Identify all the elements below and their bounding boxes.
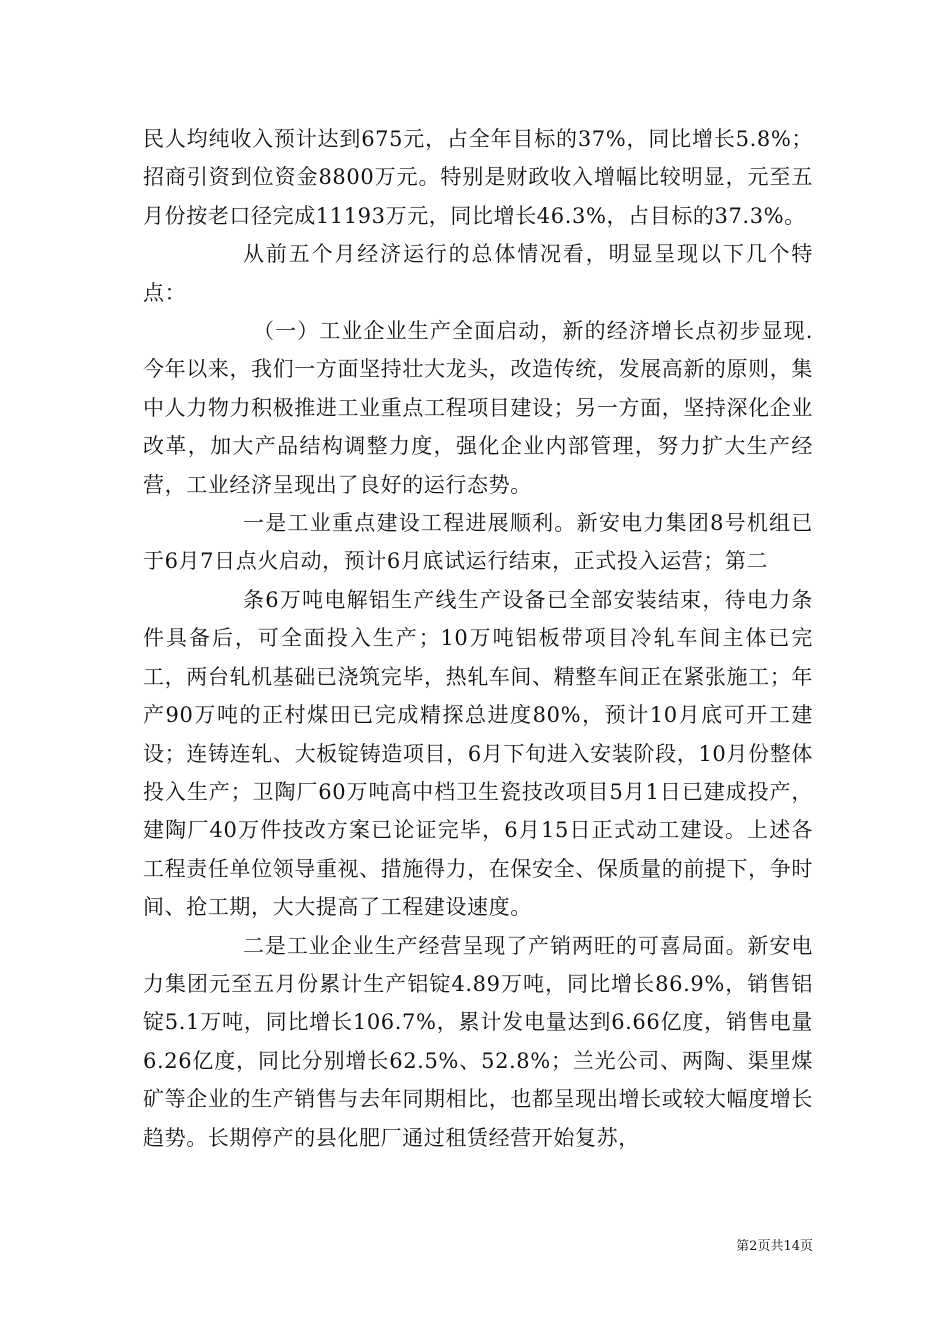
- paragraph-income-summary: 民人均纯收入预计达到675元，占全年目标的37%，同比增长5.8%；招商引资到位资金8800万元。特别是财政收入增幅比较明显，元至五月份按老口径完成11193万元，同比增长46.3%，占目标的37.3%。: [143, 127, 813, 228]
- paragraph-project-details: 条6万吨电解铝生产线生产设备已全部安装结束，待电力条件具备后，可全面投入生产；10万吨铝板带项目冷轧车间主体已完工，两台轧机基础已浇筑完毕，热轧车间、精整车间正在紧张施工；年产90万吨的正村煤田已完成精探总进度80%，预计10月底可开工建设；连铸连轧、大板锭铸造项目，6月下旬进入安装阶段，10月份整体投入生产；卫陶厂60万吨高中档卫生瓷技改项目5月1日已建成投产，建陶厂40万件技改方案已论证完毕，6月15日正式动工建设。上述各工程责任单位领导重视、措施得力，在保安全、保质量的前提下，争时间、抢工期，大大提高了工程建设速度。: [143, 587, 813, 920]
- paragraph-features-intro: 从前五个月经济运行的总体情况看，明显呈现以下几个特点：: [143, 242, 813, 305]
- body-text: [143, 120, 813, 1157]
- paragraph-key-projects: 一是工业重点建设工程进展顺利。新安电力集团8号机组已于6月7日点火启动，预计6月底试运行结束，正式投入运营；第二: [143, 511, 813, 574]
- page-number: 第2页共14页: [736, 1239, 813, 1254]
- page-footer: [0, 1235, 950, 1254]
- paragraph-production-sales: 二是工业企业生产经营呈现了产销两旺的可喜局面。新安电力集团元至五月份累计生产铝锭4.89万吨，同比增长86.9%，销售铝锭5.1万吨，同比增长106.7%，累计发电量达到6.66亿度，销售电量6.26亿度，同比分别增长62.5%、52.8%；兰光公司、两陶、渠里煤矿等企业的生产销售与去年同期相比，也都呈现出增长或较大幅度增长趋势。长期停产的县化肥厂通过租赁经营开始复苏，: [143, 933, 813, 1150]
- paragraph-industrial-production: （一）工业企业生产全面启动，新的经济增长点初步显现.今年以来，我们一方面坚持壮大龙头，改造传统，发展高新的原则，集中人力物力积极推进工业重点工程项目建设；另一方面，坚持深化企业改革，加大产品结构调整力度，强化企业内部管理，努力扩大生产经营，工业经济呈现出了良好的运行态势。: [143, 319, 813, 497]
